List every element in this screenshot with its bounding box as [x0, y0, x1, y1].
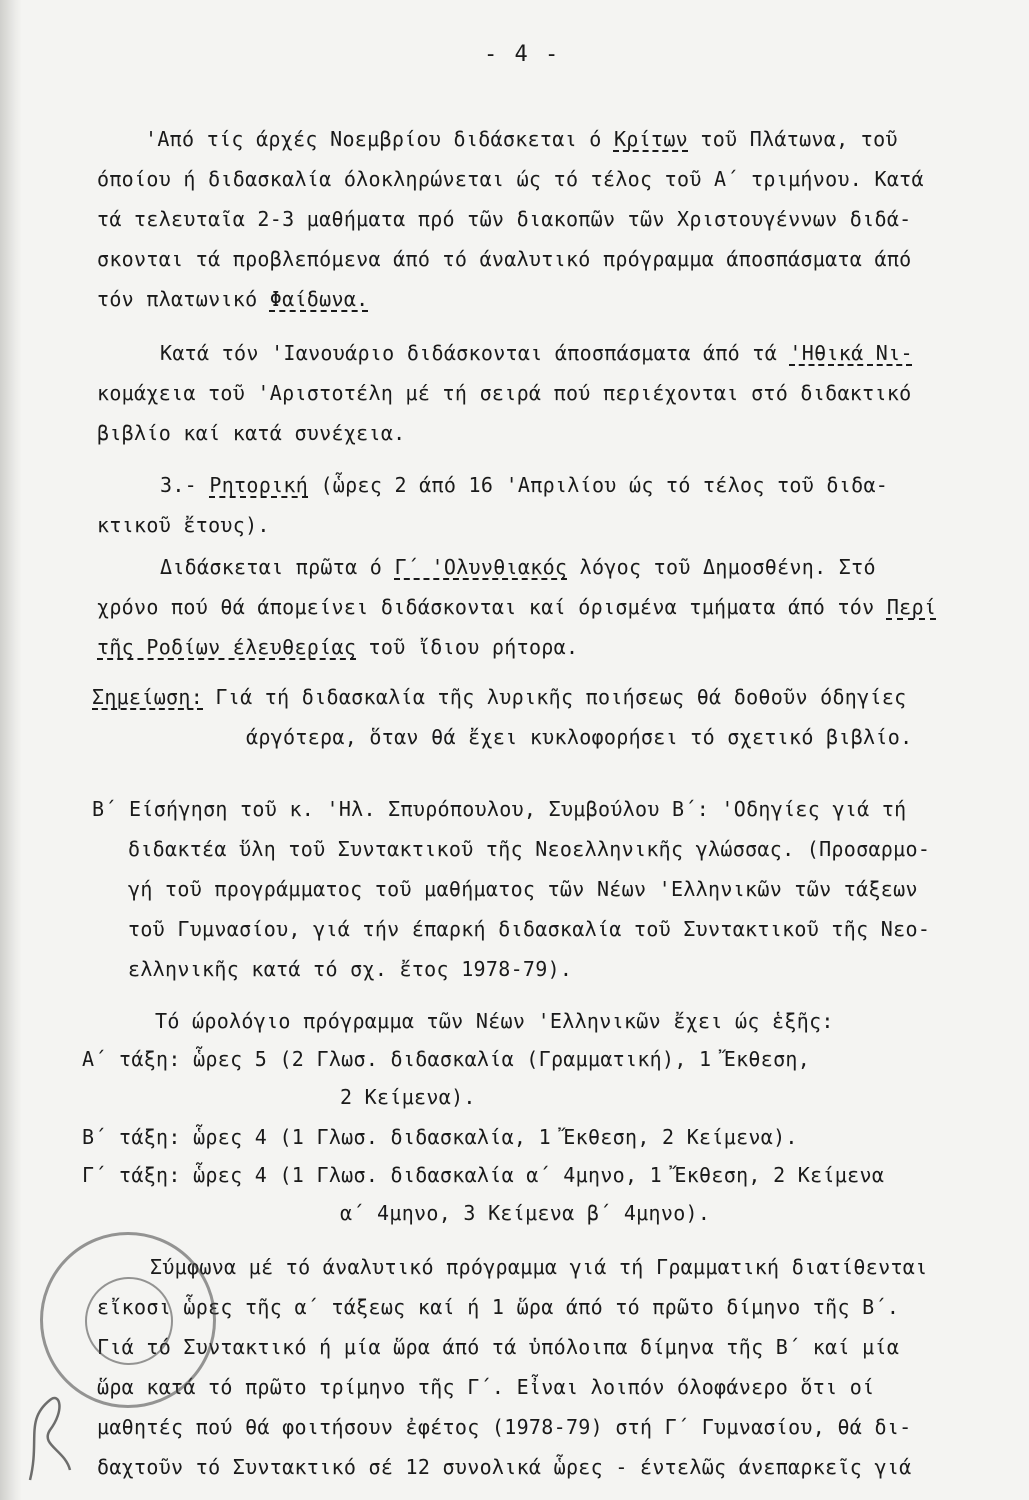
text-line	[97, 1374, 874, 1400]
text-line	[92, 796, 907, 822]
line-text: Β΄ Είσήγηση τοῦ κ. 'Ηλ. Σπυρόπουλου, Συμβούλου Β΄: 'Οδηγίες γιά τή	[92, 797, 907, 821]
line-text: τοῦ Γυμνασίου, γιά τήν έπαρκή διδασκαλία τοῦ Συντακτικοῦ τῆς Νεο-	[128, 917, 931, 941]
line-text: 2 Κείμενα).	[340, 1085, 476, 1109]
line-text: μαθητές πού θά φοιτήσουν ἐφέτος (1978-79) στή Γ΄ Γυμνασίου, θά δι-	[97, 1415, 912, 1439]
line-text: (ὧρες 2 άπό 16 'Απριλίου ώς τό τέλος τοῦ διδα-	[308, 473, 889, 497]
line-text: 3.-	[160, 473, 210, 497]
text-line	[97, 1294, 899, 1320]
underlined-text: Φαίδωνα.	[269, 287, 369, 311]
line-text: τόν πλατωνικό	[97, 287, 270, 311]
text-line	[155, 1008, 834, 1034]
text-line	[97, 166, 924, 192]
line-text: γή τοῦ προγράμματος τοῦ μαθήματος τῶν Νέων 'Ελληνικῶν τῶν τάξεων	[128, 877, 918, 901]
text-line	[97, 1334, 899, 1360]
line-text: βιβλίο καί κατά συνέχεια.	[97, 421, 406, 445]
underlined-text: Γ΄ 'Ολυνθιακός	[394, 555, 568, 579]
line-text: Α΄ τάξη: ὧρες 5 (2 Γλωσ. διδασκαλία (Γραμματική), 1 Ἔκθεση,	[82, 1047, 811, 1071]
text-line	[97, 286, 369, 312]
text-line	[97, 1414, 912, 1440]
line-text: διδακτέα ὕλη τοῦ Συντακτικοῦ τῆς Νεοελληνικῆς γλώσσας. (Προσαρμο-	[128, 837, 931, 861]
line-text: τά τελευταῖα 2-3 μαθήματα πρό τῶν διακοπῶν τῶν Χριστουγέννων διδά-	[97, 207, 912, 231]
line-text: ελληνικῆς κατά τό σχ. ἔτος 1978-79).	[128, 957, 573, 981]
text-line	[340, 1084, 476, 1110]
line-text: λόγος τοῦ Δημοσθένη. Στό	[567, 555, 876, 579]
line-text: Διδάσκεται πρῶτα ό	[160, 555, 395, 579]
underlined-text: Ρητορική	[209, 473, 309, 497]
line-text: ὥρα κατά τό πρῶτο τρίμηνο τῆς Γ΄. Εἶναι λοιπόν όλοφάνερο ὅτι οί	[97, 1375, 875, 1399]
text-line	[82, 1046, 810, 1072]
text-line	[97, 594, 936, 620]
line-text: χρόνο πού θά άπομείνει διδάσκονται καί όρισμένα τμήματα άπό τόν	[97, 595, 887, 619]
line-text: εἴκοσι ὧρες τῆς α΄ τάξεως καί ή 1 ὥρα άπό τό πρῶτο δίμηνο τῆς Β΄.	[97, 1295, 900, 1319]
line-text: Σύμφωνα μέ τό άναλυτικό πρόγραμμα γιά τή Γραμματική διατίθενται	[150, 1255, 928, 1279]
underlined-text: τῆς Ροδίων έλευθερίας	[97, 635, 357, 659]
line-text: Γιά τό Συντακτικό ή μία ὥρα άπό τά ὑπόλοιπα δίμηνα τῆς Β΄ καί μία	[97, 1335, 900, 1359]
text-line	[150, 1254, 927, 1280]
text-line	[97, 420, 406, 446]
text-line	[97, 512, 270, 538]
line-text: κτικοῦ ἔτους).	[97, 513, 270, 537]
official-stamp-seal	[85, 1277, 173, 1365]
text-line	[97, 634, 578, 660]
text-line	[128, 956, 572, 982]
text-line	[92, 684, 907, 710]
line-text: α΄ 4μηνο, 3 Κείμενα β΄ 4μηνο).	[340, 1201, 711, 1225]
text-line	[97, 246, 912, 272]
page-number: - 4 -	[484, 42, 561, 67]
line-text: δαχτοῦν τό Συντακτικό σέ 12 συνολικά ὧρες - έντελῶς άνεπαρκεῖς γιά	[97, 1455, 912, 1479]
text-line	[160, 340, 913, 366]
text-line	[82, 1124, 798, 1150]
text-line	[97, 380, 912, 406]
underlined-text: 'Ηθικά Νι-	[789, 341, 913, 365]
text-line	[128, 916, 930, 942]
line-text: Β΄ τάξη: ὧρες 4 (1 Γλωσ. διδασκαλία, 1 Ἔκθεση, 2 Κείμενα).	[82, 1125, 798, 1149]
scan-left-edge	[0, 0, 22, 1500]
line-text: κομάχεια τοῦ 'Αριστοτέλη μέ τή σειρά πού περιέχονται στό διδακτικό	[97, 381, 912, 405]
text-line	[82, 1162, 884, 1188]
text-line	[97, 206, 912, 232]
line-text: άργότερα, ὅταν θά ἔχει κυκλοφορήσει τό σχετικό βιβλίο.	[246, 725, 913, 749]
line-text: όποίου ή διδασκαλία όλοκληρώνεται ώς τό τέλος τοῦ Α΄ τριμήνου. Κατά	[97, 167, 924, 191]
line-text: Γ΄ τάξη: ὧρες 4 (1 Γλωσ. διδασκαλία α΄ 4μηνο, 1 Ἔκθεση, 2 Κείμενα	[82, 1163, 885, 1187]
line-text: τοῦ ἴδιου ρήτορα.	[356, 635, 579, 659]
line-text: Γιά τή διδασκαλία τῆς λυρικῆς ποιήσεως θά δοθοῦν όδηγίες	[203, 685, 907, 709]
line-text: Κατά τόν 'Ιανουάριο διδάσκονται άποσπάσματα άπό τά	[160, 341, 790, 365]
signature-icon	[20, 1380, 80, 1490]
text-line	[145, 126, 898, 152]
underlined-text: Περί	[886, 595, 937, 619]
text-line	[160, 554, 876, 580]
text-line	[97, 1454, 912, 1480]
text-line	[160, 472, 888, 498]
underlined-text: Κρίτων	[613, 127, 689, 151]
text-line	[128, 876, 918, 902]
line-text: 'Από τίς άρχές Νοεμβρίου διδάσκεται ό	[145, 127, 614, 151]
line-text: Τό ώρολόγιο πρόγραμμα τῶν Νέων 'Ελληνικῶν ἔχει ώς ἑξῆς:	[155, 1009, 834, 1033]
text-line	[340, 1200, 710, 1226]
text-line	[246, 724, 912, 750]
line-text: σκονται τά προβλεπόμενα άπό τό άναλυτικό πρόγραμμα άποσπάσματα άπό	[97, 247, 912, 271]
underlined-text: Σημείωση:	[92, 685, 204, 709]
line-text: τοῦ Πλάτωνα, τοῦ	[688, 127, 898, 151]
text-line	[128, 836, 930, 862]
